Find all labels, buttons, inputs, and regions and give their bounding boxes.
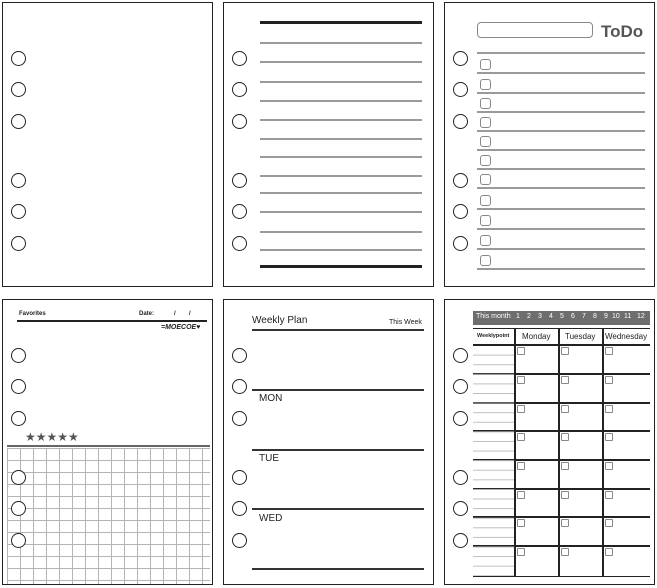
punch-hole xyxy=(453,173,468,188)
todo-checkbox xyxy=(480,79,491,90)
col-weeklypoint: Weeklypoint xyxy=(477,333,510,339)
punch-hole xyxy=(11,533,26,548)
punch-hole xyxy=(232,51,247,66)
bottom-rule xyxy=(252,568,424,570)
cell-checkbox xyxy=(561,491,569,499)
top-rule xyxy=(260,21,422,24)
todo-title-box xyxy=(477,22,593,38)
punch-hole xyxy=(232,173,247,188)
column-divider xyxy=(602,328,604,577)
punch-hole xyxy=(232,501,247,516)
line-rule xyxy=(477,228,645,230)
cell-checkbox xyxy=(561,433,569,441)
punch-hole xyxy=(232,533,247,548)
todo-checkbox xyxy=(480,59,491,70)
punch-hole xyxy=(453,533,468,548)
line-rule xyxy=(260,211,422,213)
punch-hole xyxy=(11,236,26,251)
todo-checkbox xyxy=(480,136,491,147)
punch-hole xyxy=(11,173,26,188)
todo-checkbox xyxy=(480,98,491,109)
cell-checkbox xyxy=(517,405,525,413)
day-label-mon: MON xyxy=(259,393,283,404)
month-number: 12 xyxy=(637,313,645,320)
cell-checkbox xyxy=(605,491,613,499)
line-rule xyxy=(477,208,645,210)
punch-hole xyxy=(11,501,26,516)
punch-hole xyxy=(453,470,468,485)
todo-page xyxy=(444,2,655,287)
punch-hole xyxy=(11,411,26,426)
punch-hole xyxy=(232,470,247,485)
day-label-tue: TUE xyxy=(259,453,279,464)
todo-checkbox xyxy=(480,215,491,226)
month-number: 2 xyxy=(527,313,531,320)
punch-hole xyxy=(453,51,468,66)
punch-hole xyxy=(11,204,26,219)
punch-hole xyxy=(11,51,26,66)
month-label: This month xyxy=(476,313,511,320)
punch-hole xyxy=(232,204,247,219)
todo-checkbox xyxy=(480,174,491,185)
cell-checkbox xyxy=(517,462,525,470)
monthly-table-page xyxy=(444,299,655,585)
cell-checkbox xyxy=(605,433,613,441)
cell-checkbox xyxy=(561,462,569,470)
todo-checkbox xyxy=(480,235,491,246)
cell-checkbox xyxy=(561,376,569,384)
cell-checkbox xyxy=(517,548,525,556)
column-divider xyxy=(558,328,560,577)
punch-hole xyxy=(453,379,468,394)
cell-checkbox xyxy=(517,491,525,499)
punch-hole xyxy=(453,501,468,516)
date-separator: / xyxy=(189,311,191,317)
cell-checkbox xyxy=(605,519,613,527)
line-rule xyxy=(477,268,645,270)
cell-checkbox xyxy=(517,347,525,355)
favorites-title: Favorites xyxy=(19,311,46,317)
month-number: 10 xyxy=(612,313,620,320)
day-label-wed: WED xyxy=(259,513,283,524)
line-rule xyxy=(477,187,645,189)
col-tuesday: Tuesday xyxy=(565,332,596,341)
punch-hole xyxy=(453,236,468,251)
cell-checkbox xyxy=(517,433,525,441)
line-rule xyxy=(260,192,422,194)
punch-hole xyxy=(232,82,247,97)
punch-hole xyxy=(232,379,247,394)
col-monday: Monday xyxy=(522,332,551,341)
punch-hole xyxy=(453,411,468,426)
punch-hole xyxy=(453,348,468,363)
cell-checkbox xyxy=(605,548,613,556)
blank-page xyxy=(2,2,213,287)
cell-checkbox xyxy=(605,462,613,470)
date-separator: / xyxy=(174,311,176,317)
punch-hole xyxy=(232,411,247,426)
month-number: 3 xyxy=(538,313,542,320)
cell-checkbox xyxy=(561,347,569,355)
line-rule xyxy=(260,156,422,158)
cell-checkbox xyxy=(561,519,569,527)
punch-hole xyxy=(11,114,26,129)
day-rule xyxy=(252,508,424,510)
grid-top-rule xyxy=(7,445,210,447)
weeklypoint-sublines xyxy=(473,346,514,576)
punch-hole xyxy=(453,114,468,129)
day-rule xyxy=(252,389,424,391)
grid-area xyxy=(7,448,210,584)
cell-checkbox xyxy=(561,548,569,556)
cell-checkbox xyxy=(517,376,525,384)
header-rule xyxy=(17,320,207,322)
cell-checkbox xyxy=(561,405,569,413)
punch-hole xyxy=(11,348,26,363)
line-rule xyxy=(260,42,422,44)
todo-checkbox xyxy=(480,155,491,166)
cell-checkbox xyxy=(605,376,613,384)
line-rule xyxy=(477,149,645,151)
line-rule xyxy=(260,61,422,63)
punch-hole xyxy=(453,82,468,97)
todo-checkbox xyxy=(480,117,491,128)
punch-hole xyxy=(232,236,247,251)
header-rule xyxy=(252,329,424,331)
weekly-title: Weekly Plan xyxy=(252,315,308,326)
punch-hole xyxy=(11,379,26,394)
star-rating: ★★★★★ xyxy=(25,430,79,444)
punch-hole xyxy=(11,470,26,485)
cell-checkbox xyxy=(605,405,613,413)
month-number: 6 xyxy=(571,313,575,320)
line-rule xyxy=(477,248,645,250)
line-rule xyxy=(260,249,422,251)
line-rule xyxy=(477,130,645,132)
month-number: 5 xyxy=(560,313,564,320)
line-rule xyxy=(260,175,422,177)
month-number: 11 xyxy=(624,313,632,320)
line-rule xyxy=(477,111,645,113)
todo-checkbox xyxy=(480,255,491,266)
line-rule xyxy=(260,100,422,102)
line-rule xyxy=(260,81,422,83)
bottom-rule xyxy=(260,265,422,268)
line-rule xyxy=(477,92,645,94)
date-label: Date: xyxy=(139,311,155,317)
month-number: 7 xyxy=(582,313,586,320)
todo-title: ToDo xyxy=(601,22,644,41)
month-number: 1 xyxy=(516,313,520,320)
scribble-text: =MOECOE♥ xyxy=(161,324,201,331)
line-rule xyxy=(477,168,645,170)
day-rule xyxy=(252,449,424,451)
punch-hole xyxy=(232,114,247,129)
line-rule xyxy=(260,231,422,233)
cell-checkbox xyxy=(605,347,613,355)
line-rule xyxy=(260,138,422,140)
punch-hole xyxy=(453,204,468,219)
month-number: 4 xyxy=(549,313,553,320)
weekly-plan-page xyxy=(223,299,434,585)
punch-hole xyxy=(232,348,247,363)
weekly-subtitle: This Week xyxy=(389,319,422,326)
month-number: 8 xyxy=(593,313,597,320)
column-divider xyxy=(514,328,516,577)
line-rule xyxy=(260,119,422,121)
cell-checkbox xyxy=(517,519,525,527)
punch-hole xyxy=(11,82,26,97)
col-wednesday: Wednesday xyxy=(605,332,648,341)
todo-checkbox xyxy=(480,195,491,206)
month-number: 9 xyxy=(604,313,608,320)
favorites-page xyxy=(2,299,213,585)
line-rule xyxy=(477,52,645,54)
lined-page xyxy=(223,2,434,287)
line-rule xyxy=(477,72,645,74)
